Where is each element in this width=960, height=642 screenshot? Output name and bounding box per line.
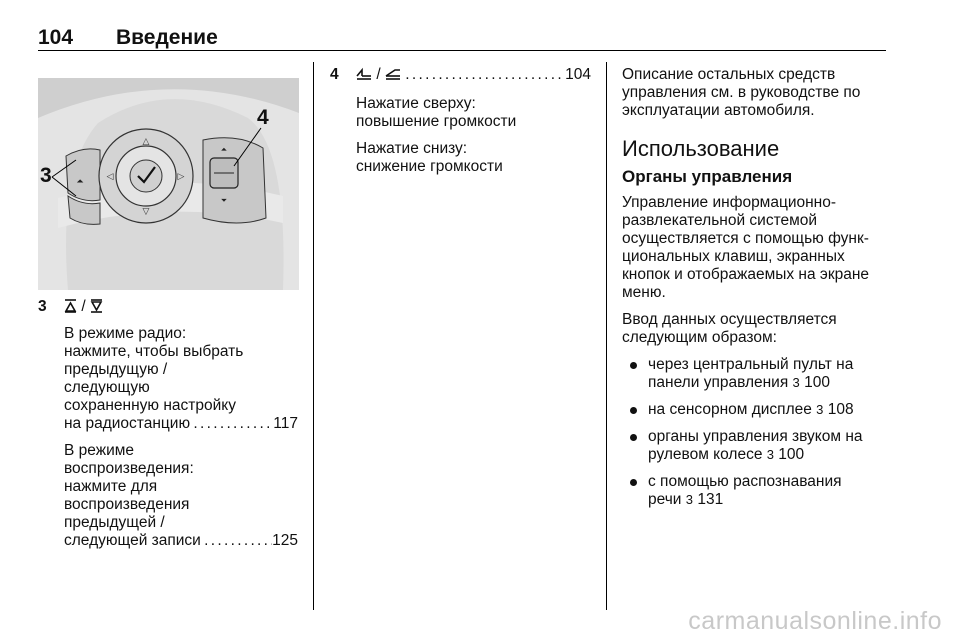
list-item <box>622 473 884 509</box>
svg-text:▽: ▽ <box>142 207 150 217</box>
bullet-icon <box>630 479 637 486</box>
press-down-title: Нажатие снизу: <box>356 140 468 157</box>
bullet-line: на сенсорном дисплее 3 108 <box>648 401 854 418</box>
radio-page-ref <box>64 415 298 433</box>
para1-line: циональных клавиш, экранных <box>622 248 845 265</box>
play-last-text: следующей записи <box>64 532 201 549</box>
para1-line: Управление информационно- <box>622 194 837 211</box>
play-line: предыдущей / <box>64 514 165 531</box>
para1-line: развлекательной системой <box>622 212 818 229</box>
item-4-page-ref <box>356 66 591 86</box>
section-heading: Использование <box>622 136 780 161</box>
radio-mode-label: В режиме радио: <box>64 325 187 342</box>
bullet-icon <box>630 407 637 414</box>
bullet-line: речи 3 131 <box>648 491 724 508</box>
page-ref-arrow-icon: 3 <box>766 447 774 462</box>
press-up-title: Нажатие сверху: <box>356 95 476 112</box>
page-ref-arrow-icon: 3 <box>792 375 800 390</box>
seek-up-icon <box>64 299 77 318</box>
play-line: воспроизведения: <box>64 460 194 477</box>
svg-text:△: △ <box>142 137 150 147</box>
item-3-description <box>64 325 298 550</box>
bullet-icon <box>630 434 637 441</box>
para1-line: меню. <box>622 284 666 301</box>
radio-line: следующую <box>64 379 150 396</box>
list-item <box>622 428 884 464</box>
callout-3: 3 <box>40 164 52 187</box>
radio-line: нажмите, чтобы выбрать <box>64 343 244 360</box>
bullet-line: с помощью распознавания <box>648 473 842 490</box>
radio-page-number[interactable]: 117 <box>273 415 298 432</box>
volume-up-icon <box>356 67 372 86</box>
page-number: 104 <box>38 26 74 49</box>
bullet-line: органы управления звуком на <box>648 428 863 445</box>
column-divider-2 <box>606 62 607 610</box>
item-3-separator: / <box>81 298 86 315</box>
seek-down-icon <box>90 299 103 318</box>
item-4-entry <box>356 66 591 176</box>
page-ref-arrow-icon: 3 <box>685 492 694 507</box>
para2-line: Ввод данных осуществляется <box>622 311 837 328</box>
item-4-number: 4 <box>330 66 339 83</box>
bullet-line: рулевом колесе 3 100 <box>648 446 805 463</box>
play-page-ref <box>64 532 298 550</box>
svg-text:◁: ◁ <box>106 172 114 182</box>
intro-line: эксплуатации автомобиля. <box>622 102 815 119</box>
radio-last-text: на радиостанцию <box>64 415 191 432</box>
page-header <box>38 20 886 51</box>
play-line: нажмите для <box>64 478 158 495</box>
para1-line: кнопок и отображаемых на экране <box>622 266 870 283</box>
item-4-page-number[interactable]: 104 <box>565 66 591 83</box>
svg-text:⏶: ⏶ <box>220 145 228 154</box>
item-3-number: 3 <box>38 298 47 315</box>
page-title: Введение <box>116 26 218 49</box>
page-ref-arrow-icon: 3 <box>816 402 824 417</box>
radio-line: сохраненную настройку <box>64 397 236 414</box>
steering-wheel-figure <box>38 78 299 290</box>
radio-line: предыдущую / <box>64 361 168 378</box>
svg-text:⏶: ⏶ <box>76 177 84 187</box>
play-line: воспроизведения <box>64 496 190 513</box>
page-ref[interactable]: 100 <box>778 446 805 463</box>
intro-line: управления см. в руководстве по <box>622 84 861 101</box>
svg-text:▷: ▷ <box>177 172 185 182</box>
volume-down-icon <box>385 67 401 86</box>
right-column <box>622 66 884 509</box>
press-down-text: снижение громкости <box>356 158 503 175</box>
press-up-text: повышение громкости <box>356 113 517 130</box>
page-ref[interactable]: 100 <box>804 374 830 391</box>
bullet-icon <box>630 362 637 369</box>
para1-line: осуществляется с помощью функ- <box>622 230 869 247</box>
svg-text:⏷: ⏷ <box>220 196 228 205</box>
list-item <box>622 401 884 419</box>
bullet-line: панели управления 3 100 <box>648 374 830 391</box>
section-subheading: Органы управления <box>622 167 793 186</box>
play-page-number[interactable]: 125 <box>272 532 298 549</box>
page-ref[interactable]: 131 <box>697 491 724 508</box>
para2-line: следующим образом: <box>622 329 777 346</box>
item-4-separator: / <box>376 66 381 83</box>
item-3-symbols <box>64 298 298 318</box>
page-ref[interactable]: 108 <box>827 401 854 418</box>
intro-line: Описание остальных средств <box>622 66 836 83</box>
column-divider-1 <box>313 62 314 610</box>
callout-4: 4 <box>257 106 269 129</box>
list-item <box>622 356 884 392</box>
bullet-line: через центральный пульт на <box>648 356 854 373</box>
watermark: carmanualsonline.info <box>688 607 942 635</box>
play-line: В режиме <box>64 442 135 459</box>
